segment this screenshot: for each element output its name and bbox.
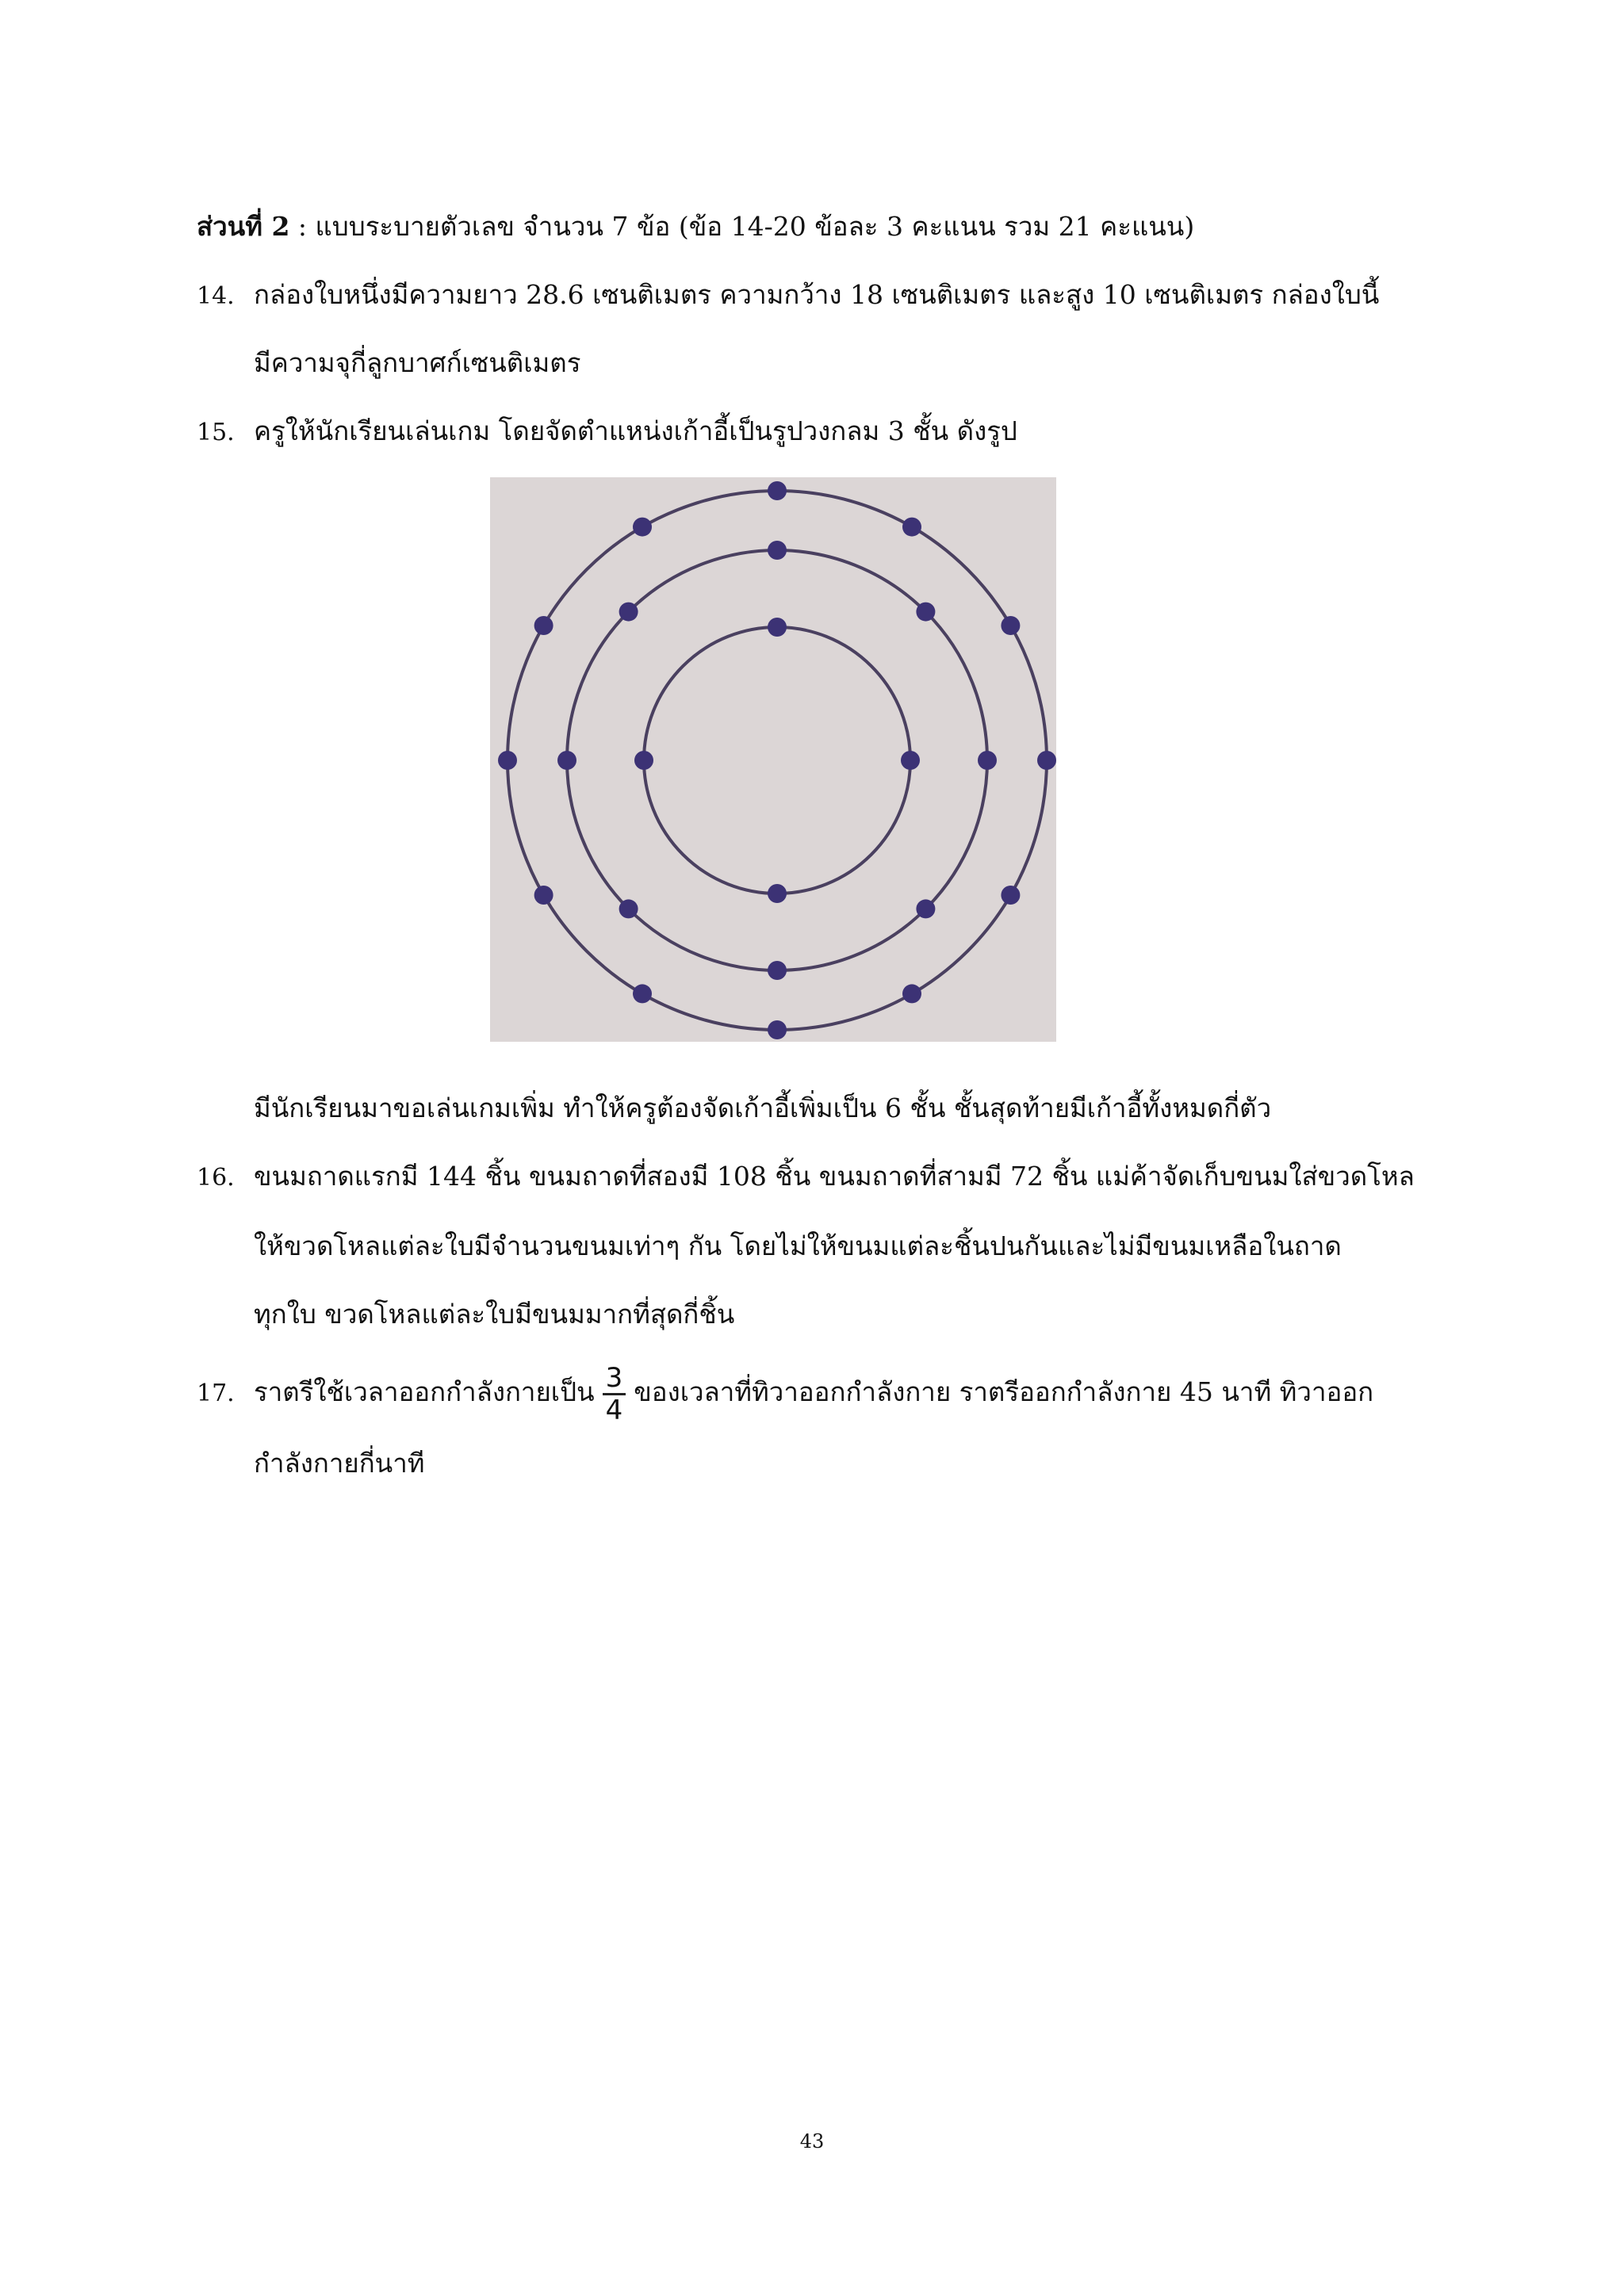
fraction-numerator: 3 <box>603 1363 626 1395</box>
part-description: : แบบระบายตัวเลข จำนวน 7 ข้อ (ข้อ 14-20 ข้อละ 3 คะแนน รวม 21 คะแนน) <box>289 211 1195 242</box>
question-14-line-2: มีความจุกี่ลูกบาศก์เซนติเมตร <box>254 347 581 378</box>
question-15-line-1: ครูให้นักเรียนเล่นเกม โดยจัดตำแหน่งเก้าอี้เป็นรูปวงกลม 3 ชั้น ดังรูป <box>254 415 1017 446</box>
question-14-number: 14. <box>197 282 235 310</box>
chair-dot <box>633 518 652 537</box>
chair-dot <box>901 751 920 770</box>
chair-dot <box>902 518 921 537</box>
fraction <box>603 1363 626 1425</box>
chair-dot <box>768 961 787 980</box>
chair-dot <box>619 603 638 622</box>
chair-dot <box>768 541 787 560</box>
question-16-line-3: ทุกใบ ขวดโหลแต่ละใบมีขนมมากที่สุดกี่ชิ้น <box>254 1299 735 1330</box>
chair-dot <box>768 1020 787 1039</box>
chair-dot <box>768 481 787 500</box>
question-17-line-2: กำลังกายกี่นาที <box>254 1448 425 1479</box>
question-15-follow-up: มีนักเรียนมาขอเล่นเกมเพิ่ม ทำให้ครูต้องจัดเก้าอี้เพิ่มเป็น 6 ชั้น ชั้นสุดท้ายมีเก้าอี้ทั้งหมดกี่ตัว <box>254 1093 1272 1123</box>
chair-dot <box>768 618 787 637</box>
chair-dot <box>1001 886 1020 905</box>
chair-dot <box>534 886 553 905</box>
question-15-number: 15. <box>197 419 235 446</box>
fraction-denominator: 4 <box>605 1394 623 1426</box>
chair-dot <box>978 751 997 770</box>
chair-dot <box>916 899 935 918</box>
chair-dot <box>916 603 935 622</box>
question-16-line-1: ขนมถาดแรกมี 144 ชิ้น ขนมถาดที่สองมี 108 ชิ้น ขนมถาดที่สามมี 72 ชิ้น แม่ค้าจัดเก็บขนมใส่ขวดโหล <box>254 1161 1415 1192</box>
chair-dot <box>1037 751 1056 770</box>
chair-dot <box>498 751 517 770</box>
question-17-text-before: ราตรีใช้เวลาออกกำลังกายเป็น <box>254 1376 595 1407</box>
chair-dot <box>534 616 553 635</box>
chair-dot <box>619 899 638 918</box>
question-16-number: 16. <box>197 1164 235 1192</box>
concentric-circles-diagram <box>490 477 1056 1042</box>
question-14-line-1: กล่องใบหนึ่งมีความยาว 28.6 เซนติเมตร ความกว้าง 18 เซนติเมตร และสูง 10 เซนติเมตร กล่องใบนี้ <box>254 279 1380 310</box>
question-17-line-1 <box>254 1353 1373 1432</box>
chair-dot <box>557 751 576 770</box>
chair-dot <box>1001 616 1020 635</box>
part-label: ส่วนที่ 2 <box>197 211 290 242</box>
concentric-chairs-figure <box>490 477 1056 1042</box>
chair-dot <box>768 884 787 903</box>
chair-dot <box>633 984 652 1003</box>
chair-dot <box>634 751 653 770</box>
page-number: 43 <box>799 2130 825 2152</box>
question-17-number: 17. <box>197 1380 235 1407</box>
chair-dot <box>902 984 921 1003</box>
question-17-text-after: ของเวลาที่ทิวาออกกำลังกาย ราตรีออกกำลังกาย 45 นาที ทิวาออก <box>634 1376 1374 1407</box>
part-header <box>197 209 1194 244</box>
question-16-line-2: ให้ขวดโหลแต่ละใบมีจำนวนขนมเท่าๆ กัน โดยไม่ให้ขนมแต่ละชิ้นปนกันและไม่มีขนมเหลือในถาด <box>254 1230 1342 1261</box>
